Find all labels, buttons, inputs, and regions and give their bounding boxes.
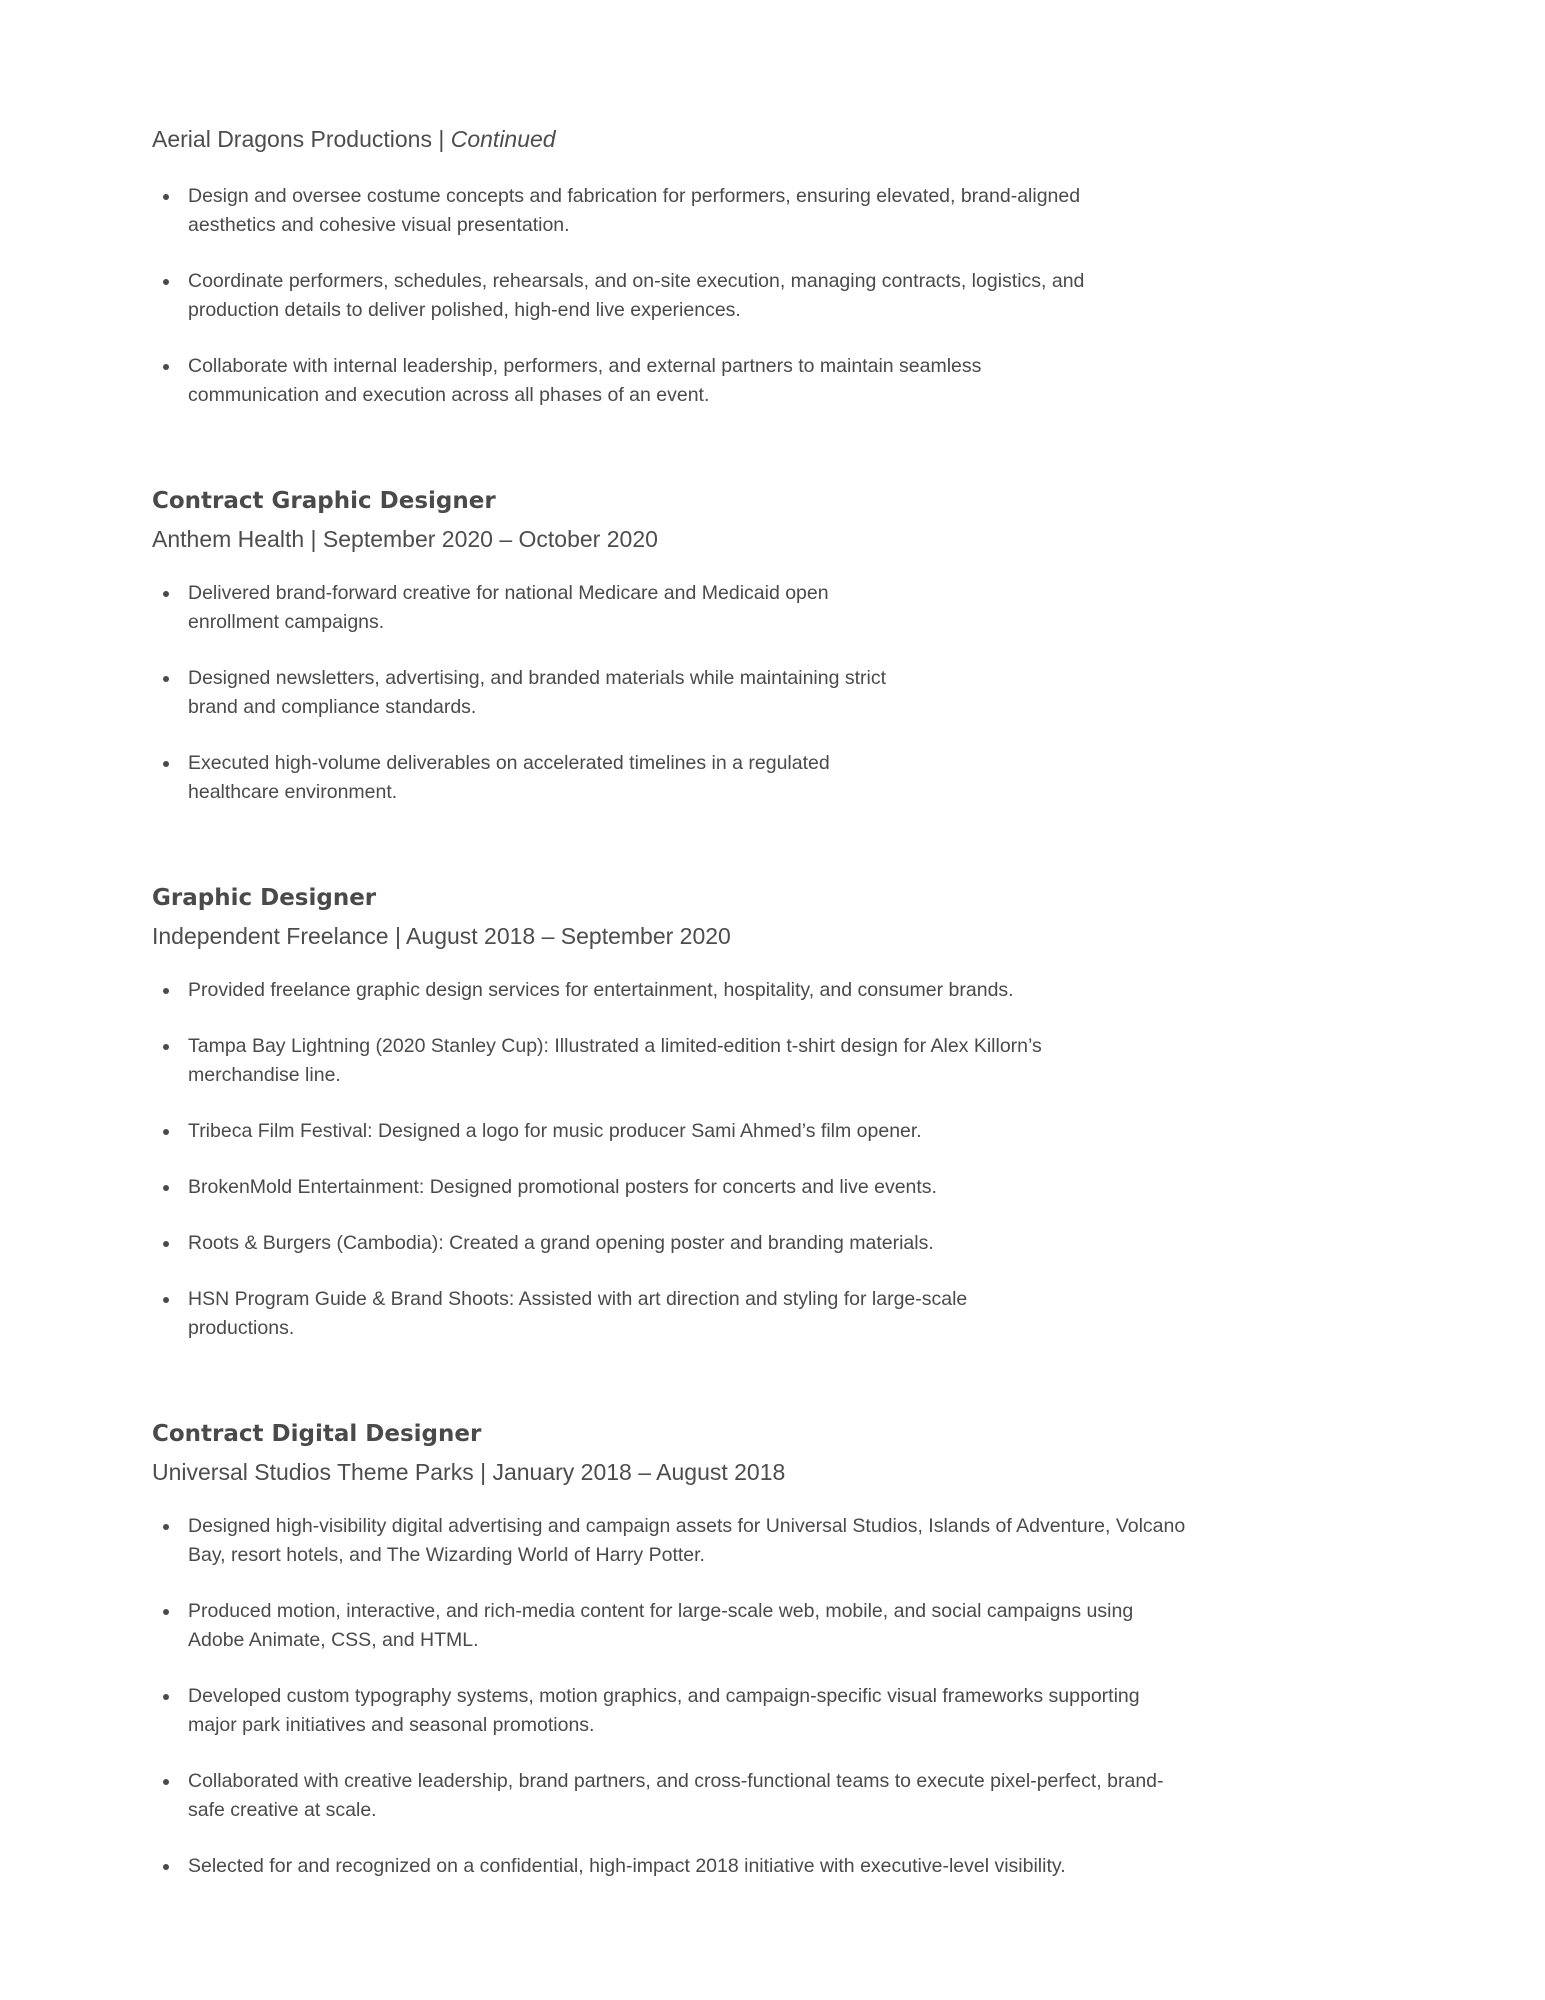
list-item: Developed custom typography systems, motion graphics, and campaign-specific visual frameworks supporting major park initiatives and seasonal promotions. bbox=[152, 1682, 1192, 1740]
bullet-icon bbox=[163, 364, 169, 370]
list-item: Executed high-volume deliverables on accelerated timelines in a regulated healthcare environment. bbox=[152, 749, 892, 807]
bullet-icon bbox=[163, 194, 169, 200]
list-item: Tribeca Film Festival: Designed a logo for music producer Sami Ahmed’s film opener. bbox=[152, 1117, 1152, 1146]
bullet-icon bbox=[163, 1694, 169, 1700]
list-item: Produced motion, interactive, and rich-media content for large-scale web, mobile, and social campaigns using Adobe Animate, CSS, and HTML. bbox=[152, 1597, 1192, 1655]
list-item: Delivered brand-forward creative for national Medicare and Medicaid open enrollment campaigns. bbox=[152, 579, 892, 637]
bullet-icon bbox=[163, 1044, 169, 1050]
job-subtitle: Independent Freelance | August 2018 – September 2020 bbox=[152, 923, 731, 949]
list-item: Designed newsletters, advertising, and branded materials while maintaining strict brand and compliance standards. bbox=[152, 664, 892, 722]
bullet-icon bbox=[163, 1864, 169, 1870]
continued-company: Aerial Dragons Productions | bbox=[152, 126, 445, 152]
list-item: Selected for and recognized on a confidential, high-impact 2018 initiative with executive-level visibility. bbox=[152, 1852, 1192, 1881]
bullet-icon bbox=[163, 279, 169, 285]
job-title: Graphic Designer bbox=[152, 885, 377, 911]
bullet-icon bbox=[163, 1185, 169, 1191]
list-item: Collaborated with creative leadership, brand partners, and cross-functional teams to execute pixel-perfect, brand-safe creative at scale. bbox=[152, 1767, 1192, 1825]
bullet-icon bbox=[163, 676, 169, 682]
job-title: Contract Graphic Designer bbox=[152, 488, 496, 514]
job-bullet-list bbox=[152, 976, 1152, 1343]
list-item: Designed high-visibility digital advertising and campaign assets for Universal Studios, Islands of Adventure, Volcano Bay, resort hotels, and The Wizarding World of Harry Potter. bbox=[152, 1512, 1192, 1570]
continued-bullet-list bbox=[152, 182, 1112, 410]
job-section bbox=[152, 880, 1392, 1343]
list-item: Coordinate performers, schedules, rehearsals, and on-site execution, managing contracts, logistics, and production details to deliver polished, high-end live experiences. bbox=[152, 267, 1112, 325]
list-item: Design and oversee costume concepts and fabrication for performers, ensuring elevated, brand-aligned aesthetics and cohesive visual presentation. bbox=[152, 182, 1112, 240]
job-section bbox=[152, 483, 1392, 807]
job-bullet-list bbox=[152, 579, 892, 807]
resume-page bbox=[152, 118, 1392, 1908]
continued-header bbox=[152, 118, 1392, 160]
bullet-icon bbox=[163, 1609, 169, 1615]
bullet-icon bbox=[163, 1297, 169, 1303]
bullet-icon bbox=[163, 761, 169, 767]
list-item: BrokenMold Entertainment: Designed promotional posters for concerts and live events. bbox=[152, 1173, 1152, 1202]
list-item: Provided freelance graphic design services for entertainment, hospitality, and consumer brands. bbox=[152, 976, 1152, 1005]
job-subtitle: Anthem Health | September 2020 – October 2020 bbox=[152, 526, 658, 552]
job-title: Contract Digital Designer bbox=[152, 1421, 482, 1447]
job-section bbox=[152, 1416, 1392, 1881]
list-item: Tampa Bay Lightning (2020 Stanley Cup): Illustrated a limited-edition t-shirt design for Alex Killorn’s merchandise line. bbox=[152, 1032, 1068, 1090]
bullet-icon bbox=[163, 988, 169, 994]
list-item: HSN Program Guide & Brand Shoots: Assisted with art direction and styling for large-scale productions. bbox=[152, 1285, 1068, 1343]
bullet-icon bbox=[163, 591, 169, 597]
bullet-icon bbox=[163, 1779, 169, 1785]
continued-label: Continued bbox=[450, 126, 556, 152]
bullet-icon bbox=[163, 1524, 169, 1530]
list-item: Collaborate with internal leadership, performers, and external partners to maintain seamless communication and execution across all phases of an event. bbox=[152, 352, 1112, 410]
job-bullet-list bbox=[152, 1512, 1192, 1881]
job-subtitle: Universal Studios Theme Parks | January 2018 – August 2018 bbox=[152, 1459, 786, 1485]
list-item: Roots & Burgers (Cambodia): Created a grand opening poster and branding materials. bbox=[152, 1229, 1152, 1258]
bullet-icon bbox=[163, 1129, 169, 1135]
bullet-icon bbox=[163, 1241, 169, 1247]
